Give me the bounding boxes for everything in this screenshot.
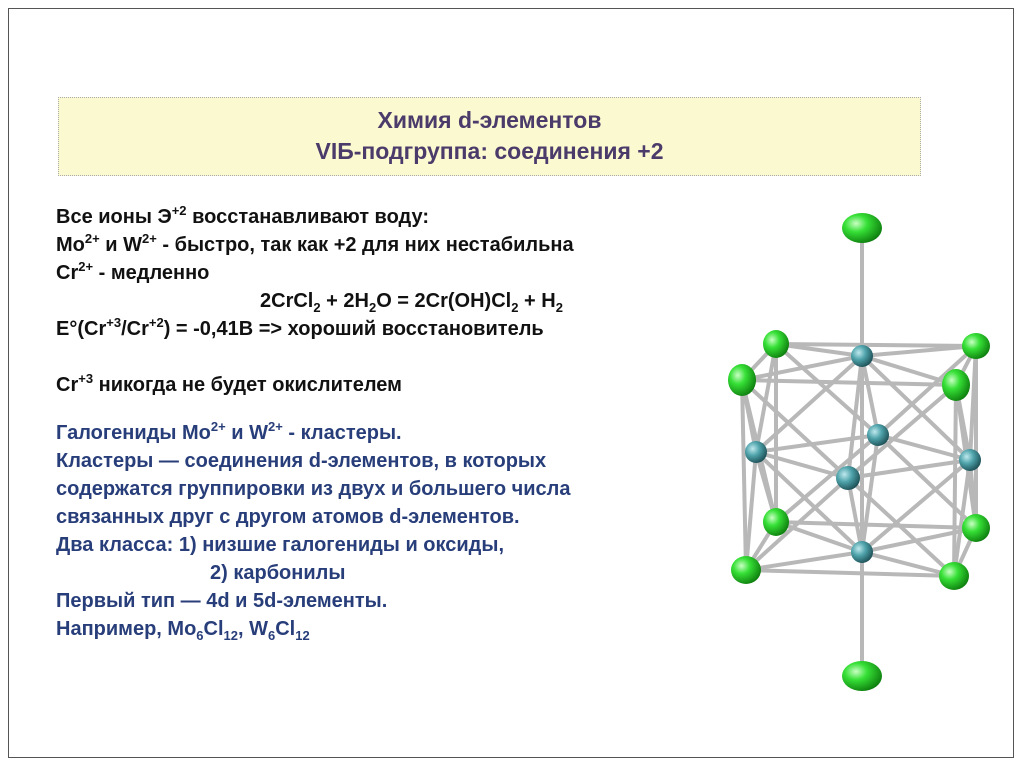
text-run: Cr [56, 262, 79, 284]
subscript: 12 [223, 628, 238, 643]
two-classes-line: Два класса: 1) низшие галогениды и оксиды, [56, 534, 505, 556]
cr-line [56, 259, 736, 287]
metal-atom [959, 449, 981, 471]
cr3-line [56, 371, 736, 399]
body-text [56, 203, 736, 643]
clusters-definition-3: связанных друг с другом атомов d-элементов. [56, 506, 520, 528]
text-run: O = 2Cr(OH)Cl [376, 290, 512, 312]
text-run: Cr [56, 374, 79, 396]
metal-atom [745, 441, 767, 463]
halogen-atom [942, 369, 970, 401]
metal-atom [851, 345, 873, 367]
superscript: 2+ [142, 231, 157, 246]
text-run: восстанавливают воду: [186, 206, 430, 228]
halogen-atom [962, 333, 990, 359]
clusters-definition-1: Кластеры — соединения d-элементов, в которых [56, 450, 547, 472]
text-run: Галогениды Mo [56, 422, 211, 444]
text-run: и W [225, 422, 269, 444]
potential-line [56, 315, 736, 343]
halogen-atom [731, 556, 761, 584]
superscript: +2 [171, 203, 187, 218]
text-run: Все ионы Э [56, 206, 172, 228]
metal-atom [851, 541, 873, 563]
text-run: и W [99, 234, 143, 256]
superscript: 2+ [268, 419, 283, 434]
first-type-line: Первый тип — 4d и 5d-элементы. [56, 590, 388, 612]
superscript: +3 [78, 371, 94, 386]
text-run: /Cr [121, 318, 149, 340]
superscript: 2+ [84, 231, 100, 246]
text-run: Cl [203, 618, 224, 640]
halogen-atom [962, 514, 990, 542]
metal-atom [867, 424, 889, 446]
subscript: 6 [196, 628, 204, 643]
text-run: , W [238, 618, 268, 640]
text-run: - кластеры. [282, 422, 402, 444]
title-line-2: VIБ-подгруппа: соединения +2 [315, 138, 664, 164]
text-run: + H [518, 290, 556, 312]
text-run: - быстро, так как +2 для них нестабильна [156, 234, 574, 256]
text-run: ) = -0,41В => хороший восстановитель [163, 318, 544, 340]
cluster-molecule-illustration [720, 205, 1020, 700]
mo-w-line [56, 231, 736, 259]
text-run: + 2H [320, 290, 369, 312]
spacer [56, 399, 736, 419]
text-run: никогда не будет окислителем [93, 374, 402, 396]
subscript: 2 [368, 300, 377, 315]
title-line-1: Химия d-элементов [377, 107, 602, 133]
halogen-atom [763, 508, 789, 536]
ions-line [56, 203, 736, 231]
text-run: 2CrCl [260, 290, 314, 312]
superscript: 2+ [210, 419, 226, 434]
subscript: 2 [313, 300, 321, 315]
halogen-atom [728, 364, 756, 396]
superscript: +3 [106, 315, 122, 330]
carbonyls-line: 2) карбонилы [210, 562, 346, 584]
spacer [56, 343, 736, 371]
halogen-atom [939, 562, 969, 590]
text-run: Например, Mo [56, 618, 197, 640]
reaction-equation [56, 287, 736, 315]
halogen-atom [763, 330, 789, 358]
title-box [58, 97, 921, 176]
halogen-atom [842, 213, 882, 243]
metal-atom [836, 466, 860, 490]
superscript: 2+ [78, 259, 94, 274]
text-run: E°(Cr [56, 318, 107, 340]
example-line [56, 615, 736, 643]
superscript: +2 [148, 315, 164, 330]
subscript: 2 [555, 300, 563, 315]
subscript: 6 [268, 628, 276, 643]
text-run: Cl [275, 618, 296, 640]
text-run: Mo [56, 234, 85, 256]
halides-line [56, 419, 736, 447]
bonds [742, 228, 976, 676]
subscript: 12 [295, 628, 310, 643]
text-run: - медленно [93, 262, 210, 284]
subscript: 2 [511, 300, 519, 315]
clusters-definition-2: содержатся группировки из двух и большего числа [56, 478, 571, 500]
halogen-atom [842, 661, 882, 691]
